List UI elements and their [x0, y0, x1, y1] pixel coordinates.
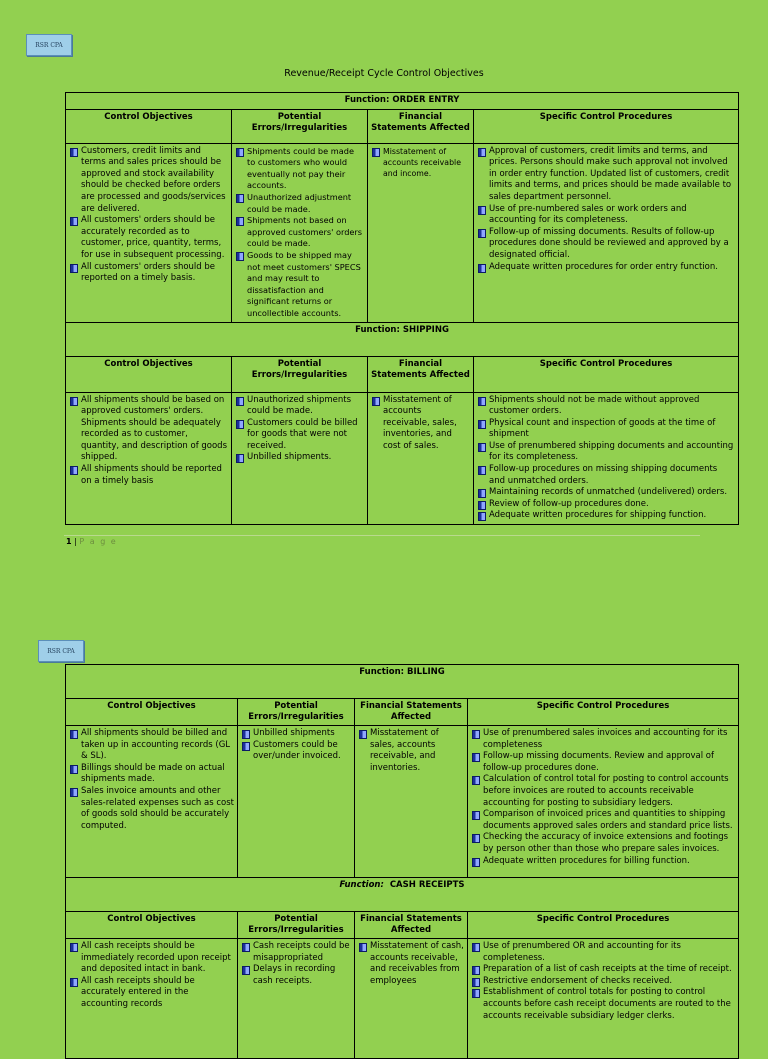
bullet-list — [471, 941, 735, 1022]
list-item-text: Follow-up missing documents. Review and approval of follow-up procedures done. — [483, 751, 715, 773]
list-item — [477, 510, 735, 522]
list-item — [235, 215, 364, 250]
header-financial-statements: Financial Statements Affected — [355, 699, 468, 726]
list-item — [477, 146, 735, 204]
list-item-text: Use of pre-numbered sales or work orders and accounting for its completeness. — [489, 203, 687, 226]
bullet-icon — [472, 943, 480, 952]
bullet-icon — [478, 229, 486, 238]
header-specific-procedures: Specific Control Procedures — [474, 356, 739, 392]
list-item-text: Restrictive endorsement of checks received. — [483, 975, 673, 986]
bullet-icon — [478, 148, 486, 157]
page-number: 1 — [66, 537, 72, 546]
bullet-icon — [236, 194, 244, 203]
bullet-icon — [472, 978, 480, 987]
list-item — [477, 499, 735, 511]
bullet-icon — [236, 252, 244, 261]
bullet-icon — [478, 501, 486, 510]
logo-text: RSR CPA — [35, 41, 63, 49]
list-item — [471, 976, 735, 988]
list-item — [235, 192, 364, 215]
list-item-text: Customers could be over/under invoiced. — [253, 739, 341, 762]
list-item — [477, 418, 735, 441]
bullet-icon — [236, 217, 244, 226]
document-title: Revenue/Receipt Cycle Control Objectives — [284, 68, 484, 79]
cash-receipts-objectives-cell — [66, 939, 238, 1059]
list-item — [69, 464, 228, 487]
list-item — [69, 786, 234, 832]
shipping-procedures-cell — [474, 392, 739, 525]
bullet-icon — [472, 966, 480, 975]
header-financial-statements: Financial Statements Affected — [368, 356, 474, 392]
list-item — [241, 740, 351, 763]
page-label: P a g e — [79, 537, 118, 546]
list-item — [471, 856, 735, 868]
list-item-text: Misstatement of accounts receivable and income. — [383, 146, 461, 178]
shipping-objectives-cell — [66, 392, 232, 525]
bullet-icon — [70, 264, 78, 273]
list-item-text: Unauthorized adjustment could be made. — [247, 191, 352, 214]
bullet-icon — [236, 397, 244, 406]
list-item-text: Cash receipts could be misappropriated — [253, 941, 350, 963]
bullet-icon — [70, 943, 78, 952]
header-potential-errors: Potential Errors/Irregularities — [238, 912, 355, 939]
function-cash-receipts — [66, 878, 739, 912]
function-shipping: Function: SHIPPING — [66, 322, 739, 356]
bullet-list — [69, 728, 234, 832]
bullet-list — [241, 728, 351, 763]
header-specific-procedures: Specific Control Procedures — [468, 699, 739, 726]
list-item — [471, 809, 735, 832]
list-item — [477, 262, 735, 274]
order-entry-errors-cell — [232, 143, 368, 322]
list-item — [235, 418, 364, 453]
bullet-list — [477, 146, 735, 274]
bullet-icon — [236, 148, 244, 157]
bullet-icon — [242, 966, 250, 975]
list-item — [477, 487, 735, 499]
list-item — [358, 941, 464, 987]
order-entry-statements-cell — [368, 143, 474, 322]
list-item-text: All customers' orders should be accurately recorded as to customer, price, quantity, terms, for use in subsequent processing. — [81, 215, 225, 260]
list-item — [69, 728, 234, 763]
bullet-icon — [478, 397, 486, 406]
list-item-text: Shipments should not be made without approved customer orders. — [489, 394, 700, 417]
list-item — [69, 215, 228, 261]
list-item-text: Sales invoice amounts and other sales-related expenses such as cost of goods sold should be accurately computed. — [81, 785, 234, 831]
list-item-text: Shipments could be made to customers who would eventually not pay their accounts. — [247, 145, 354, 191]
header-control-objectives: Control Objectives — [66, 699, 238, 726]
bullet-icon — [236, 420, 244, 429]
list-item — [235, 250, 364, 320]
list-item — [69, 976, 234, 1011]
list-item-text: Customers, credit limits and terms and sales prices should be approved and stock availability should be checked before orders are processed and goods/services are delivered. — [81, 145, 226, 214]
function-word: Function: — [339, 880, 384, 890]
list-item-text: All shipments should be reported on a timely basis — [81, 464, 222, 486]
bullet-list — [69, 395, 228, 488]
list-item-text: Use of prenumbered sales invoices and accounting for its completeness — [483, 728, 728, 750]
list-item-text: Misstatement of sales, accounts receivable, and inventories. — [370, 728, 439, 773]
bullet-icon — [472, 811, 480, 820]
list-item — [69, 395, 228, 465]
list-item-text: Follow-up of missing documents. Results of follow-up procedures done should be reviewed and approved by a designated official. — [489, 226, 729, 260]
bullet-icon — [478, 443, 486, 452]
list-item — [471, 964, 735, 976]
bullet-icon — [70, 148, 78, 157]
list-item-text: Goods to be shipped may not meet customers' SPECS and may result to dissatisfaction and significant returns or uncollectible accounts. — [247, 249, 361, 318]
header-financial-statements: Financial Statements Affected — [355, 912, 468, 939]
page-separator: | — [74, 537, 77, 546]
header-specific-procedures: Specific Control Procedures — [468, 912, 739, 939]
list-item — [241, 728, 351, 740]
list-item — [477, 227, 735, 262]
bullet-icon — [472, 753, 480, 762]
function-order-entry: Function: ORDER ENTRY — [66, 93, 739, 110]
list-item — [69, 146, 228, 216]
bullet-icon — [70, 466, 78, 475]
list-item-text: Approval of customers, credit limits and terms, and prices. Persons should make such approval not involved in order entry function. Updated list of customers, credit limits and terms, and prices should be made available to sales department personnel. — [489, 145, 732, 202]
shipping-statements-cell — [368, 392, 474, 525]
list-item — [241, 941, 351, 964]
list-item-text: Unbilled shipments. — [247, 452, 332, 463]
logo-badge — [26, 34, 72, 56]
list-item — [477, 395, 735, 418]
header-specific-procedures: Specific Control Procedures — [474, 109, 739, 143]
list-item-text: Calculation of control total for posting to control accounts before invoices are routed to accounts receivable accounting for posting to subsidiary ledgers. — [483, 774, 729, 808]
billing-statements-cell — [355, 726, 468, 878]
bullet-icon — [70, 397, 78, 406]
bullet-icon — [478, 466, 486, 475]
bullet-icon — [478, 512, 486, 521]
list-item — [235, 395, 364, 418]
bullet-icon — [478, 264, 486, 273]
list-item-text: All cash receipts should be accurately entered in the accounting records — [81, 975, 195, 1009]
cash-receipts-statements-cell — [355, 939, 468, 1059]
list-item-text: Use of prenumbered shipping documents and accounting for its completeness. — [489, 440, 734, 463]
footer-divider — [64, 535, 700, 536]
bullet-list — [235, 146, 364, 320]
list-item-text: Maintaining records of unmatched (undelivered) orders. — [489, 487, 728, 498]
header-potential-errors: Potential Errors/Irregularities — [232, 109, 368, 143]
header-control-objectives: Control Objectives — [66, 109, 232, 143]
bullet-list — [358, 728, 464, 774]
list-item — [477, 464, 735, 487]
list-item-text: Unbilled shipments — [253, 728, 335, 738]
header-control-objectives: Control Objectives — [66, 356, 232, 392]
function-billing: Function: BILLING — [66, 665, 739, 699]
list-item-text: Delays in recording cash receipts. — [253, 964, 336, 986]
bullet-icon — [478, 206, 486, 215]
cash-receipts-errors-cell — [238, 939, 355, 1059]
bullet-icon — [472, 834, 480, 843]
order-entry-objectives-cell — [66, 143, 232, 322]
bullet-icon — [478, 420, 486, 429]
list-item-text: Preparation of a list of cash receipts at the time of receipt. — [483, 964, 732, 975]
bullet-icon — [70, 978, 78, 987]
list-item-text: Adequate written procedures for order entry function. — [489, 261, 718, 272]
list-item — [471, 832, 735, 855]
logo-text: RSR CPA — [47, 647, 75, 655]
bullet-icon — [242, 742, 250, 751]
bullet-list — [235, 395, 364, 465]
shipping-errors-cell — [232, 392, 368, 525]
bullet-icon — [359, 943, 367, 952]
cash-receipts-procedures-cell — [468, 939, 739, 1059]
list-item — [477, 441, 735, 464]
bullet-list — [477, 395, 735, 523]
page-footer — [66, 537, 117, 546]
bullet-list — [358, 941, 464, 987]
bullet-icon — [478, 489, 486, 498]
bullet-icon — [372, 148, 380, 157]
function-name: CASH RECEIPTS — [389, 880, 465, 890]
bullet-icon — [242, 943, 250, 952]
list-item-text: Adequate written procedures for billing function. — [483, 855, 690, 866]
list-item — [371, 395, 470, 453]
logo-badge — [38, 640, 84, 662]
list-item — [371, 146, 470, 179]
list-item-text: All cash receipts should be immediately recorded upon receipt and deposited intact in bank. — [81, 941, 231, 975]
list-item — [471, 728, 735, 751]
list-item-text: Adequate written procedures for shipping function. — [489, 510, 707, 521]
header-financial-statements: Financial Statements Affected — [368, 109, 474, 143]
list-item-text: Unauthorized shipments could be made. — [247, 394, 352, 417]
bullet-list — [371, 146, 470, 179]
bullet-icon — [472, 858, 480, 867]
list-item — [235, 146, 364, 192]
list-item-text: All shipments should be based on approved customers' orders. Shipments should be adequately recorded as to customer, quantity, and description of goods shipped. — [81, 394, 228, 463]
list-item-text: Customers could be billed for goods that were not received. — [247, 417, 358, 451]
bullet-list — [471, 728, 735, 867]
bullet-icon — [70, 730, 78, 739]
list-item — [477, 204, 735, 227]
control-table-page-1 — [65, 92, 739, 525]
list-item-text: Follow-up procedures on missing shipping documents and unmatched orders. — [489, 464, 718, 486]
list-item-text: Review of follow-up procedures done. — [489, 498, 649, 509]
billing-objectives-cell — [66, 726, 238, 878]
list-item — [69, 941, 234, 976]
list-item-text: Checking the accuracy of invoice extensions and footings by person other than those who prepare sales invoices. — [483, 832, 729, 854]
billing-errors-cell — [238, 726, 355, 878]
order-entry-procedures-cell — [474, 143, 739, 322]
bullet-icon — [472, 989, 480, 998]
list-item-text: All shipments should be billed and taken up in accounting records (GL & SL). — [81, 728, 231, 762]
list-item — [471, 941, 735, 964]
bullet-icon — [472, 776, 480, 785]
bullet-icon — [372, 397, 380, 406]
header-potential-errors: Potential Errors/Irregularities — [232, 356, 368, 392]
bullet-list — [371, 395, 470, 453]
bullet-icon — [70, 217, 78, 226]
list-item — [358, 728, 464, 774]
bullet-icon — [359, 730, 367, 739]
list-item — [471, 774, 735, 809]
header-control-objectives: Control Objectives — [66, 912, 238, 939]
list-item-text: Shipments not based on approved customers' orders could be made. — [247, 215, 363, 249]
header-potential-errors: Potential Errors/Irregularities — [238, 699, 355, 726]
list-item — [69, 763, 234, 786]
list-item-text: Establishment of control totals for posting to control accounts before cash receipt documents are routed to the accounts receivable subsidiary ledger clerks. — [483, 987, 731, 1021]
list-item — [471, 987, 735, 1022]
list-item-text: All customers' orders should be reported on a timely basis. — [81, 261, 216, 284]
list-item-text: Billings should be made on actual shipments made. — [81, 762, 225, 785]
bullet-icon — [242, 730, 250, 739]
list-item-text: Misstatement of accounts receivable, sales, inventories, and cost of sales. — [383, 394, 457, 451]
bullet-icon — [70, 788, 78, 797]
bullet-icon — [236, 454, 244, 463]
bullet-list — [69, 146, 228, 285]
list-item — [69, 262, 228, 285]
control-table-page-2 — [65, 664, 739, 1059]
billing-procedures-cell — [468, 726, 739, 878]
bullet-list — [241, 941, 351, 987]
list-item — [235, 452, 364, 464]
list-item-text: Physical count and inspection of goods at the time of shipment — [489, 417, 716, 440]
list-item-text: Misstatement of cash, accounts receivable, and receivables from employees — [370, 941, 464, 986]
bullet-list — [69, 941, 234, 1011]
bullet-icon — [472, 730, 480, 739]
list-item-text: Comparison of invoiced prices and quantities to shipping documents approved sales orders and standard price lists. — [483, 809, 733, 831]
list-item — [241, 964, 351, 987]
list-item — [471, 751, 735, 774]
list-item-text: Use of prenumbered OR and accounting for its completeness. — [483, 941, 681, 963]
bullet-icon — [70, 765, 78, 774]
